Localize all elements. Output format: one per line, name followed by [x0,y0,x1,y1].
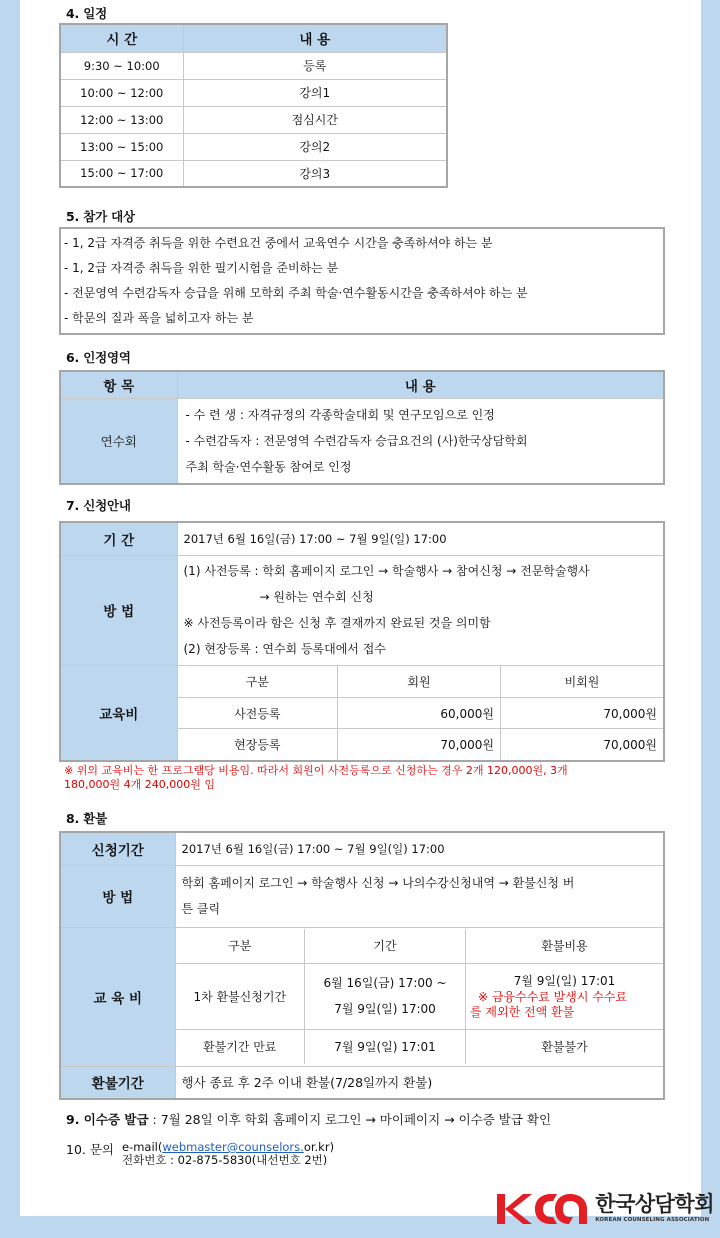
section-title-schedule: 4. 일정 [66,6,107,21]
table-row [60,398,664,484]
schedule-content: 강의2 [183,133,447,160]
section-title-refund: 8. 환불 [66,811,107,826]
certificate-info [66,1110,551,1128]
schedule-content: 강의3 [183,160,447,187]
table-row [60,160,447,187]
refund-period-value: 2017년 6월 16일(금) 17:00 ~ 7월 9일(일) 17:00 [175,832,664,865]
refund-period-limit-label: 환불기간 [60,1066,175,1099]
fee-non-member: 70,000원 [501,698,664,729]
refund-fee-header: 기간 [305,929,466,963]
refund-fee-label: 교 육 비 [60,927,175,1066]
table-row [60,79,447,106]
refund-fee-table [176,929,664,1064]
schedule-time: 13:00 ~ 15:00 [60,133,183,160]
kca-logo [497,1192,714,1226]
method-line: ※ 사전등록이라 함은 신청 후 결재까지 완료된 것을 의미함 [183,616,491,630]
fee-non-member: 70,000원 [501,729,664,760]
kca-logo-mark-icon [497,1192,589,1226]
method-line: (2) 현장등록 : 연수회 등록대에서 접수 [183,642,386,656]
email-link[interactable]: webmaster@counselors. [162,1140,304,1154]
recognition-line: - 수 련 생 : 자격규정의 각종학술대회 및 연구모임으로 인정 [185,407,495,422]
refund-fee-header: 환불비용 [466,929,664,963]
fee-type: 현장등록 [178,729,338,760]
schedule-content: 강의1 [183,79,447,106]
target-item: - 전문영역 수련감독자 승급을 위해 모학회 주최 학술·연수활동시간을 충족하셔야 하는 분 [64,286,528,300]
table-row [60,106,447,133]
table-row [60,52,447,79]
target-item: - 학문의 질과 폭을 넓히고자 하는 분 [64,311,254,325]
refund-method-label: 방 법 [60,865,175,927]
schedule-table [59,23,448,188]
fee-member: 60,000원 [338,698,501,729]
target-box [59,227,665,335]
table-row [176,1029,664,1064]
refund-period-limit-value: 행사 종료 후 2주 이내 환불(7/28일까지 환불) [175,1066,664,1099]
fee-member: 70,000원 [338,729,501,760]
contact-label: 10. 문의 [66,1142,115,1157]
application-method-label: 방 법 [60,555,177,665]
refund-period-line: 6월 16일(금) 17:00 ~ [323,976,447,990]
schedule-header-time: 시 간 [60,24,183,52]
table-row [178,698,664,729]
logo-korean-text: 한국상담학회 [595,1192,714,1217]
fee-type: 사전등록 [178,698,338,729]
contact-phone: 전화번호 : 02-875-5830(내선번호 2번) [122,1153,328,1167]
schedule-time: 12:00 ~ 13:00 [60,106,183,133]
contact-info: e-mail(webmaster@counselors.or.kr) 전화번호 : 02-875-5830(내선번호 2번) [122,1140,335,1167]
refund-method-line: 튼 클릭 [181,902,221,916]
refund-cost: 7월 9일(일) 17:01 [513,974,616,988]
recognition-header-content: 내 용 [177,371,664,398]
fee-header: 구분 [178,666,338,698]
refund-period: 7월 9일(일) 17:01 [305,1029,466,1064]
fee-table [178,666,664,760]
table-row [60,133,447,160]
schedule-time: 10:00 ~ 12:00 [60,79,183,106]
refund-cost-note: ※ 금융수수료 발생시 수수료 [478,990,628,1004]
application-fee-label: 교육비 [60,665,177,761]
logo-english-text: KOREAN COUNSELING ASSOCIATION [595,1217,710,1224]
recognition-header-item: 항 목 [60,371,177,398]
table-row [178,729,664,760]
table-row [176,963,664,1029]
schedule-header-content: 내 용 [183,24,447,52]
refund-table [59,831,665,1100]
schedule-time: 15:00 ~ 17:00 [60,160,183,187]
certificate-label: 9. 이수증 발급 [66,1112,149,1127]
refund-period-label: 신청기간 [60,832,175,865]
recognition-table [59,370,665,485]
refund-cost-note: 를 제외한 전액 환불 [470,1005,575,1019]
fee-header: 비회원 [501,666,664,698]
target-item: - 1, 2급 자격증 취득을 위한 필기시험을 준비하는 분 [64,261,339,275]
recognition-line: - 수련감독자 : 전문영역 수련감독자 승급요건의 (사)한국상담학회 [185,433,528,448]
certificate-value: : 7월 28일 이후 학회 홈페이지 로그인 → 마이페이지 → 이수증 발급 확인 [148,1112,552,1127]
section-title-application: 7. 신청안내 [66,498,131,513]
method-line: → 원하는 연수회 신청 [259,590,374,604]
recognition-item: 연수회 [60,398,177,484]
fee-header: 회원 [338,666,501,698]
application-period-label: 기 간 [60,522,177,555]
application-table [59,521,665,762]
recognition-line: 주최 학술·연수활동 참여로 인정 [185,459,352,474]
schedule-content: 점심시간 [183,106,447,133]
refund-method-line: 학회 홈페이지 로그인 → 학술행사 신청 → 나의수강신청내역 → 환불신청 버 [181,876,575,890]
schedule-time: 9:30 ~ 10:00 [60,52,183,79]
refund-fee-header: 구분 [176,929,305,963]
section-title-recognition: 6. 인정영역 [66,350,131,365]
refund-type: 1차 환불신청기간 [176,963,305,1029]
fee-note: ※ 위의 교육비는 한 프로그램당 비용임. 따라서 회원이 사전등록으로 신청하는 경우 2개 120,000원, 3개 180,000원 4개 240,000원 임 [64,764,568,791]
section-title-target: 5. 참가 대상 [66,209,135,224]
schedule-content: 등록 [183,52,447,79]
target-item: - 1, 2급 자격증 취득을 위한 수련요건 중에서 교육연수 시간을 충족하셔야 하는 분 [64,236,493,250]
application-period-value: 2017년 6월 16일(금) 17:00 ~ 7월 9일(일) 17:00 [177,522,664,555]
refund-cost: 환불불가 [466,1029,664,1064]
method-line: (1) 사전등록 : 학회 홈페이지 로그인 → 학술행사 → 참여신청 → 전문학술행사 [183,564,590,578]
refund-period-line: 7월 9일(일) 17:00 [334,1002,436,1016]
refund-type: 환불기간 만료 [176,1029,305,1064]
